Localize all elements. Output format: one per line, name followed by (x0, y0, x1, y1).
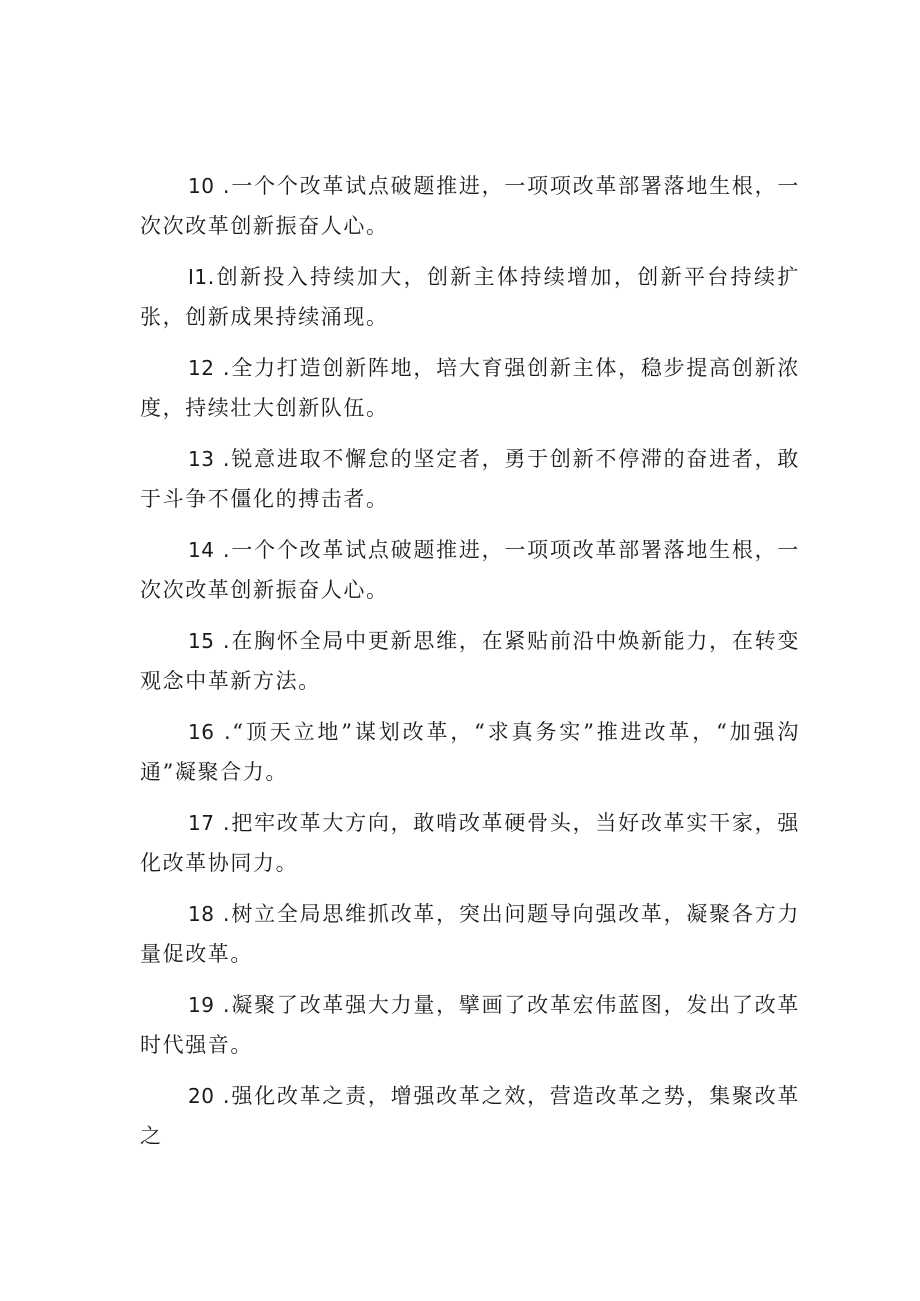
item-text: 把牢改革大方向，敢啃改革硬骨头，当好改革实干家，强化改革协同力。 (140, 811, 801, 875)
item-text: 一个个改革试点破题推进，一项项改革部署落地生根，一次次改革创新振奋人心。 (140, 538, 801, 602)
list-item (140, 621, 800, 701)
list-item (140, 894, 800, 974)
item-text: 创新投入持续加大，创新主体持续增加，创新平台持续扩张，创新成果持续涌现。 (140, 265, 800, 329)
item-number: 13 (188, 447, 215, 471)
item-number: 10 (188, 174, 215, 198)
item-number: 19 (188, 993, 215, 1017)
list-item (140, 712, 800, 792)
item-separator: . (214, 720, 233, 744)
item-number: 12 (188, 356, 215, 380)
item-number: 14 (188, 538, 215, 562)
item-separator: . (214, 447, 232, 471)
item-text: 在胸怀全局中更新思维，在紧贴前沿中焕新能力，在转变观念中革新方法。 (140, 629, 801, 693)
item-number: 16 (188, 720, 215, 744)
list-item (140, 803, 800, 883)
list-item (140, 348, 800, 428)
item-separator: . (214, 811, 232, 835)
list-item (140, 985, 800, 1065)
item-text: 全力打造创新阵地，培大育强创新主体，稳步提高创新浓度，持续壮大创新队伍。 (140, 356, 801, 420)
item-number: 18 (188, 902, 215, 926)
item-text: “顶天立地”谋划改革，“求真务实”推进改革，“加强沟通”凝聚合力。 (140, 720, 800, 784)
list-item (140, 1076, 800, 1156)
list-item (140, 439, 800, 519)
item-number: I1 (188, 265, 208, 289)
item-number: 15 (188, 629, 215, 653)
item-separator: . (214, 174, 232, 198)
list-item (140, 530, 800, 610)
item-text: 树立全局思维抓改革，突出问题导向强改革，凝聚各方力量促改革。 (140, 902, 801, 966)
item-text: 锐意进取不懈怠的坚定者，勇于创新不停滞的奋进者，敢于斗争不僵化的搏击者。 (140, 447, 801, 511)
list-item (140, 166, 800, 246)
item-separator: . (214, 356, 232, 380)
item-text: 凝聚了改革强大力量，擘画了改革宏伟蓝图，发出了改革时代强音。 (140, 993, 801, 1057)
item-separator: . (214, 538, 232, 562)
item-text: 强化改革之责，增强改革之效，营造改革之势，集聚改革之 (140, 1084, 801, 1148)
item-separator: . (214, 902, 232, 926)
list-item (140, 257, 800, 337)
item-separator: . (214, 629, 232, 653)
item-number: 20 (188, 1084, 215, 1108)
item-separator: . (214, 993, 232, 1017)
item-separator: . (207, 265, 216, 289)
slogan-list (140, 166, 800, 1167)
item-text: 一个个改革试点破题推进，一项项改革部署落地生根，一次次改革创新振奋人心。 (140, 174, 801, 238)
item-number: 17 (188, 811, 215, 835)
item-separator: . (214, 1084, 232, 1108)
